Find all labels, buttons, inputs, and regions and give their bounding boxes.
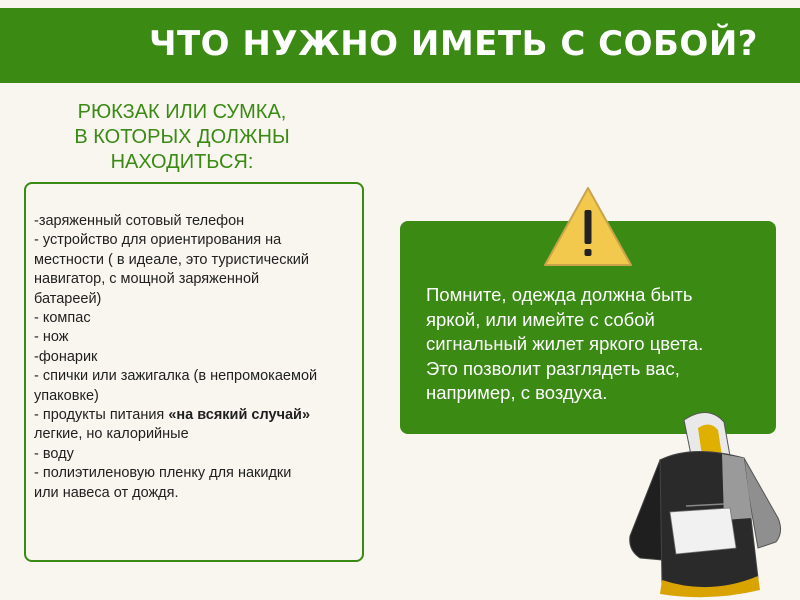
- list-line-food: [34, 406, 368, 425]
- list-line: - компас: [34, 310, 91, 327]
- backpack-heading-line-3: НАХОДИТЬСЯ:: [110, 151, 254, 173]
- reminder-text: [426, 283, 766, 406]
- reminder-line: сигнальный жилет яркого цвета.: [426, 333, 704, 354]
- warning-triangle-icon: [542, 184, 634, 270]
- list-line: или навеса от дождя.: [34, 484, 179, 501]
- reminder-line: Помните, одежда должна быть: [426, 284, 693, 305]
- food-label: - продукты питания: [34, 407, 169, 424]
- food-emphasis: «на всякий случай»: [168, 407, 311, 424]
- list-line: - полиэтиленовую пленку для накидки: [34, 465, 292, 482]
- list-line: -заряженный сотовый телефон: [34, 213, 245, 229]
- reminder-line: Это позволит разглядеть вас,: [426, 357, 680, 379]
- header-banner: [0, 8, 800, 83]
- items-list: [34, 212, 368, 503]
- list-line: навигатор, с мощной заряженной: [34, 271, 260, 288]
- reminder-line: яркой, или имейте с собой: [426, 308, 655, 330]
- list-line: легкие, но калорийные: [34, 426, 189, 443]
- backpack-heading-line-2: В КОТОРЫХ ДОЛЖНЫ: [74, 126, 290, 148]
- list-line: местности ( в идеале, это туристический: [34, 251, 309, 268]
- items-list-box: [24, 182, 364, 562]
- list-line: упаковке): [34, 387, 99, 404]
- page-title: ЧТО НУЖНО ИМЕТЬ С СОБОЙ?: [149, 24, 758, 64]
- list-line: - нож: [34, 329, 69, 346]
- reminder-line: например, с воздуха.: [426, 382, 608, 403]
- list-line: -фонарик: [34, 348, 98, 365]
- list-line: - устройство для ориентирования на: [34, 232, 282, 249]
- list-line: - спички или зажигалка (в непромокаемой: [34, 368, 318, 385]
- jacket-image: [626, 408, 790, 598]
- backpack-heading: [24, 100, 340, 175]
- list-line: - воду: [34, 445, 74, 462]
- list-line: батареей): [34, 290, 102, 307]
- backpack-heading-line-1: РЮКЗАК ИЛИ СУМКА,: [77, 101, 287, 123]
